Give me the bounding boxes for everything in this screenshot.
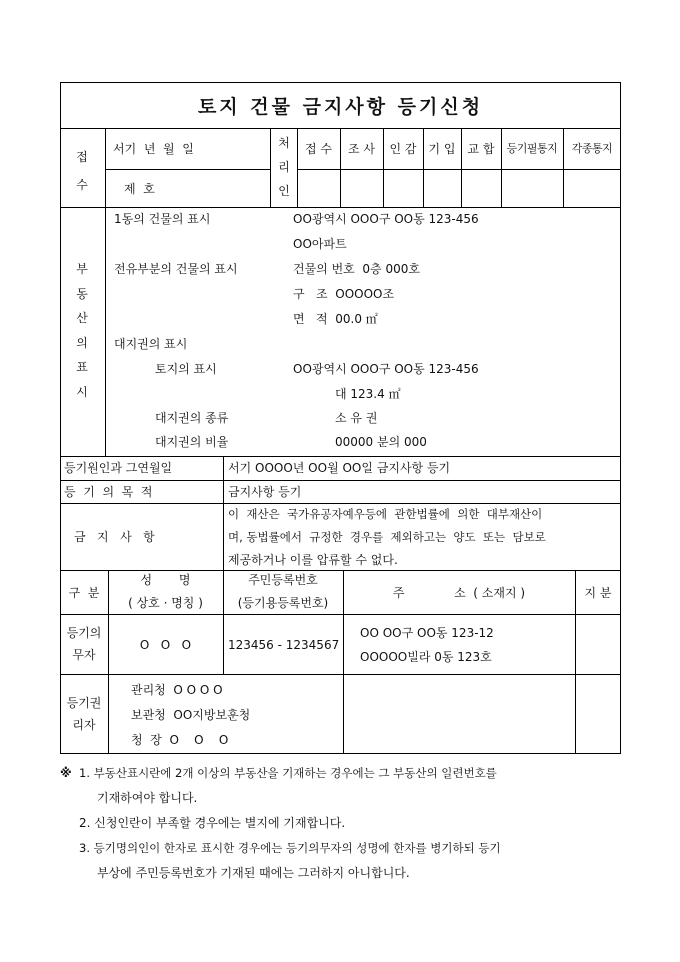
ratio: 00000 분의 000: [335, 435, 427, 449]
right-type-label: 대지권의 종류: [155, 411, 229, 425]
divider: [60, 207, 621, 208]
prohibition-line-2: 며, 동법률에서 규정한 경우를 제외하고는 양도 또는 담보로: [228, 530, 546, 544]
building-label: 1동의 건물의 표시: [114, 212, 211, 226]
id-subheader: (등기용등록번호): [237, 596, 329, 610]
cause-label: 등기원인과 그연월일: [64, 461, 173, 475]
divider: [60, 674, 621, 675]
purpose-value: 금지사항 등기: [228, 485, 302, 499]
divider: [563, 128, 564, 207]
note-mark: ※: [60, 766, 72, 780]
divider: [60, 456, 621, 457]
obligor-id: 123456 - 1234567: [228, 638, 340, 652]
obligee-line-3: 청 장 O O O: [131, 733, 229, 747]
col-receipt: 접 수: [305, 142, 332, 156]
divider: [105, 169, 270, 170]
process-label: 처리인: [278, 136, 290, 198]
receipt-number-label: 제 호: [124, 182, 155, 196]
col-various-notice: 각종통지: [571, 142, 613, 155]
divider: [501, 128, 502, 207]
divider: [60, 614, 621, 615]
divider: [297, 169, 621, 170]
property-label: 부동산의표시: [76, 262, 88, 399]
land-right-label: 대지권의 표시: [114, 337, 188, 351]
ratio-label: 대지권의 비율: [155, 435, 229, 449]
address-header: 주 소 ( 소재지 ): [392, 586, 526, 600]
divider: [340, 128, 341, 207]
divider: [297, 128, 298, 207]
col-collation: 교 합: [467, 142, 495, 156]
obligor-address-2: OOOOO빌라 0동 123호: [360, 650, 492, 664]
land-area: 대 123.4 ㎡: [335, 387, 401, 401]
divider: [105, 207, 106, 456]
name-subheader: ( 상호 · 명칭 ): [128, 596, 203, 610]
division-header: 구 분: [68, 586, 100, 600]
right-type: 소 유 권: [335, 411, 378, 425]
share-header: 지 분: [584, 586, 612, 600]
structure: 구 조 OOOOO조: [293, 287, 395, 301]
receipt-date-label: 서기 년 월 일: [113, 142, 194, 156]
prohibition-line-3: 제공하거나 이를 압류할 수 없다.: [228, 553, 398, 567]
col-investigation: 조 사: [348, 142, 375, 156]
note-3b: 부상에 주민등록번호가 기재된 때에는 그러하지 아니합니다.: [97, 866, 410, 880]
name-header: 성 명: [140, 573, 191, 587]
divider: [461, 128, 462, 207]
form-title: 토지 건물 금지사항 등기신청: [197, 96, 484, 118]
receipt-label: 접수: [76, 150, 88, 192]
prohibition-line-1: 이 재산은 국가유공자예우등에 관한법률에 의한 대부재산이: [228, 507, 543, 521]
divider: [270, 128, 271, 207]
divider: [383, 128, 384, 207]
divider: [60, 480, 621, 481]
obligor-address-1: OO OO구 OO동 123-12: [360, 626, 494, 640]
building-name: OO아파트: [293, 237, 347, 251]
col-seal: 인 감: [389, 142, 417, 156]
land-address: OO광역시 OOO구 OO동 123-456: [293, 362, 479, 376]
land-label: 토지의 표시: [155, 362, 217, 376]
divider: [105, 128, 106, 207]
divider: [60, 503, 621, 504]
obligee-label: 등기권리자: [66, 696, 102, 732]
obligee-line-2: 보관청 OO지방보훈청: [131, 708, 251, 722]
area: 면 적 00.0 ㎡: [293, 312, 378, 326]
cause-value: 서기 OOOO년 OO월 OO일 금지사항 등기: [228, 461, 451, 475]
obligor-label: 등기의무자: [66, 626, 102, 662]
purpose-label: 등 기 의 목 적: [64, 485, 153, 499]
exclusive-label: 전유부분의 건물의 표시: [114, 262, 238, 276]
note-1a: 1. 부동산표시란에 2개 이상의 부동산을 기재하는 경우에는 그 부동산의 일련번호를: [79, 766, 497, 780]
divider: [423, 128, 424, 207]
col-entry: 기 입: [428, 142, 456, 156]
unit-number: 건물의 번호 0층 000호: [293, 262, 420, 276]
id-header: 주민등록번호: [248, 573, 318, 587]
obligor-name: O O O: [139, 638, 192, 652]
building-address: OO광역시 OOO구 OO동 123-456: [293, 212, 479, 226]
divider: [60, 570, 621, 571]
note-1b: 기재하여야 합니다.: [97, 791, 198, 805]
divider: [223, 456, 224, 570]
col-completion-notice: 등기필통지: [506, 142, 558, 155]
note-3a: 3. 등기명의인이 한자로 표시한 경우에는 등기의무자의 성명에 한자를 병기하되 등기: [79, 841, 501, 855]
prohibition-label: 금 지 사 항: [74, 530, 155, 544]
note-2: 2. 신청인란이 부족할 경우에는 별지에 기재합니다.: [79, 816, 346, 830]
obligee-line-1: 관리청 O O O O: [131, 683, 223, 697]
